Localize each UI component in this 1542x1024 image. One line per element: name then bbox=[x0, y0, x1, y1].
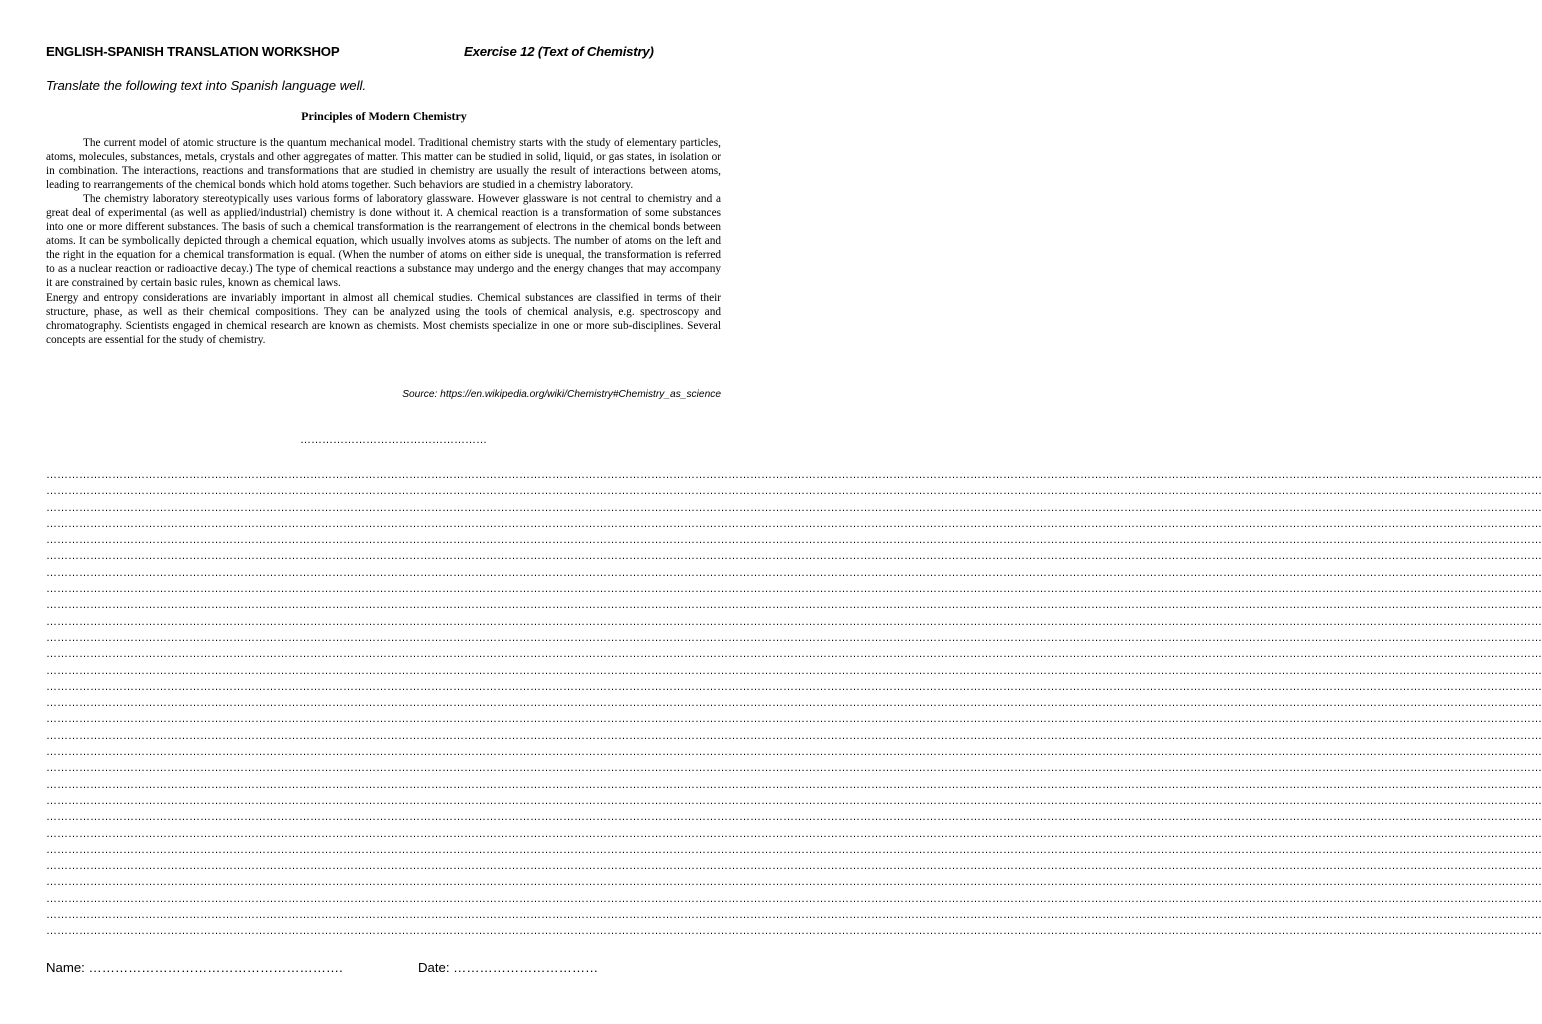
answer-line: ………………………………………………………………………………………………………………………………………………………………………………………………………………………………………………………………………………………………………………………………………………………………………… bbox=[46, 729, 1542, 742]
answer-line: ………………………………………………………………………………………………………………………………………………………………………………………………………………………………………………………………………………………………………………………………………………………………………… bbox=[46, 583, 1542, 596]
answer-line: ………………………………………………………………………………………………………………………………………………………………………………………………………………………………………………………………………………………………………………………………………………………………………… bbox=[46, 517, 1542, 530]
answer-line: ………………………………………………………………………………………………………………………………………………………………………………………………………………………………………………………………………………………………………………………………………………………………………… bbox=[46, 925, 1542, 938]
source-citation: Source: https://en.wikipedia.org/wiki/Chemistry#Chemistry_as_science bbox=[402, 389, 721, 400]
answer-line: ………………………………………………………………………………………………………………………………………………………………………………………………………………………………………………………………………………………………………………………………………………………………………… bbox=[46, 697, 1542, 710]
answer-line: ………………………………………………………………………………………………………………………………………………………………………………………………………………………………………………………………………………………………………………………………………………………………………… bbox=[46, 550, 1542, 563]
answer-line: ………………………………………………………………………………………………………………………………………………………………………………………………………………………………………………………………………………………………………………………………………………………………………… bbox=[46, 746, 1542, 759]
paragraph-2: The chemistry laboratory stereotypically uses various forms of laboratory glassware. However glassware is not central to chemistry and a great deal of experimental (as well as applied/industrial) chemistry is done without it. A chemical reaction is a transformation of some substances into one or more different substances. The basis of such a chemical transformation is the rearrangement of electrons in the chemical bonds between atoms. It can be symbolically depicted through a chemical equation, which usually involves atoms as subjects. The number of atoms on the left and the right in the equation for a chemical transformation is equal. (When the number of atoms on either side is unequal, the transformation is referred to as a nuclear reaction or radioactive decay.) The type of chemical reactions a substance may undergo and the energy changes that may accompany it are constrained by certain basic rules, known as chemical laws. bbox=[46, 193, 721, 290]
answer-line: ………………………………………………………………………………………………………………………………………………………………………………………………………………………………………………………………………………………………………………………………………………………………………… bbox=[46, 599, 1542, 612]
answer-line: ………………………………………………………………………………………………………………………………………………………………………………………………………………………………………………………………………………………………………………………………………………………………………… bbox=[46, 680, 1542, 693]
answer-line: ………………………………………………………………………………………………………………………………………………………………………………………………………………………………………………………………………………………………………………………………………………………………………… bbox=[46, 631, 1542, 644]
answer-line: ………………………………………………………………………………………………………………………………………………………………………………………………………………………………………………………………………………………………………………………………………………………………………… bbox=[46, 876, 1542, 889]
answer-line: ………………………………………………………………………………………………………………………………………………………………………………………………………………………………………………………………………………………………………………………………………………………………………… bbox=[46, 892, 1542, 905]
answer-line: ………………………………………………………………………………………………………………………………………………………………………………………………………………………………………………………………………………………………………………………………………………………………………… bbox=[46, 501, 1542, 514]
answer-line: ………………………………………………………………………………………………………………………………………………………………………………………………………………………………………………………………………………………………………………………………………………………………………… bbox=[46, 794, 1542, 807]
answer-line: ………………………………………………………………………………………………………………………………………………………………………………………………………………………………………………………………………………………………………………………………………………………………………… bbox=[46, 648, 1542, 661]
date-field: Date: …………………………… bbox=[418, 960, 599, 975]
answer-line: ………………………………………………………………………………………………………………………………………………………………………………………………………………………………………………………………………………………………………………………………………………………………………… bbox=[46, 566, 1542, 579]
answer-line: ………………………………………………………………………………………………………………………………………………………………………………………………………………………………………………………………………………………………………………………………………………………………………… bbox=[46, 909, 1542, 922]
answer-line: ………………………………………………………………………………………………………………………………………………………………………………………………………………………………………………………………………………………………………………………………………………………………………… bbox=[46, 485, 1542, 498]
answer-lines bbox=[46, 467, 1542, 940]
translation-title-blank: …………………………………………… bbox=[300, 434, 487, 446]
paragraph-1: The current model of atomic structure is the quantum mechanical model. Traditional chemistry starts with the study of elementary particles, atoms, molecules, substances, metals, crystals and other aggregates of matter. This matter can be studied in solid, liquid, or gas states, in isolation or in combination. The interactions, reactions and transformations that are studied in chemistry are usually the result of interactions between atoms, leading to rearrangements of the chemical bonds which hold atoms together. Such behaviors are studied in a chemistry laboratory. bbox=[46, 137, 721, 192]
document-title: Principles of Modern Chemistry bbox=[301, 109, 467, 123]
instruction-text: Translate the following text into Spanish language well. bbox=[46, 78, 367, 93]
answer-line: ………………………………………………………………………………………………………………………………………………………………………………………………………………………………………………………………………………………………………………………………………………………………………… bbox=[46, 615, 1542, 628]
paragraph-3: Energy and entropy considerations are invariably important in almost all chemical studies. Chemical substances are classified in terms of their structure, phase, as well as their chemical compositions. They can be analyzed using the tools of chemical analysis, e.g. spectroscopy and chromatography. Scientists engaged in chemical research are known as chemists. Most chemists specialize in one or more sub-disciplines. Several concepts are essential for the study of chemistry. bbox=[46, 291, 721, 346]
exercise-label: Exercise 12 (Text of Chemistry) bbox=[464, 44, 654, 59]
answer-line: ………………………………………………………………………………………………………………………………………………………………………………………………………………………………………………………………………………………………………………………………………………………………………… bbox=[46, 469, 1542, 481]
answer-line: ………………………………………………………………………………………………………………………………………………………………………………………………………………………………………………………………………………………………………………………………………………………………………… bbox=[46, 827, 1542, 840]
workshop-title: ENGLISH-SPANISH TRANSLATION WORKSHOP bbox=[46, 44, 340, 59]
answer-line: ………………………………………………………………………………………………………………………………………………………………………………………………………………………………………………………………………………………………………………………………………………………………………… bbox=[46, 843, 1542, 856]
answer-line: ………………………………………………………………………………………………………………………………………………………………………………………………………………………………………………………………………………………………………………………………………………………………………… bbox=[46, 534, 1542, 547]
answer-line: ………………………………………………………………………………………………………………………………………………………………………………………………………………………………………………………………………………………………………………………………………………………………………… bbox=[46, 778, 1542, 791]
answer-line: ………………………………………………………………………………………………………………………………………………………………………………………………………………………………………………………………………………………………………………………………………………………………………… bbox=[46, 811, 1542, 824]
body-text bbox=[46, 136, 721, 347]
name-field: Name: …………………………………………………. bbox=[46, 960, 343, 975]
answer-line: ………………………………………………………………………………………………………………………………………………………………………………………………………………………………………………………………………………………………………………………………………………………………………… bbox=[46, 713, 1542, 726]
answer-line: ………………………………………………………………………………………………………………………………………………………………………………………………………………………………………………………………………………………………………………………………………………………………………… bbox=[46, 762, 1542, 775]
answer-line: ………………………………………………………………………………………………………………………………………………………………………………………………………………………………………………………………………………………………………………………………………………………………………… bbox=[46, 860, 1542, 873]
answer-line: ………………………………………………………………………………………………………………………………………………………………………………………………………………………………………………………………………………………………………………………………………………………………………… bbox=[46, 664, 1542, 677]
